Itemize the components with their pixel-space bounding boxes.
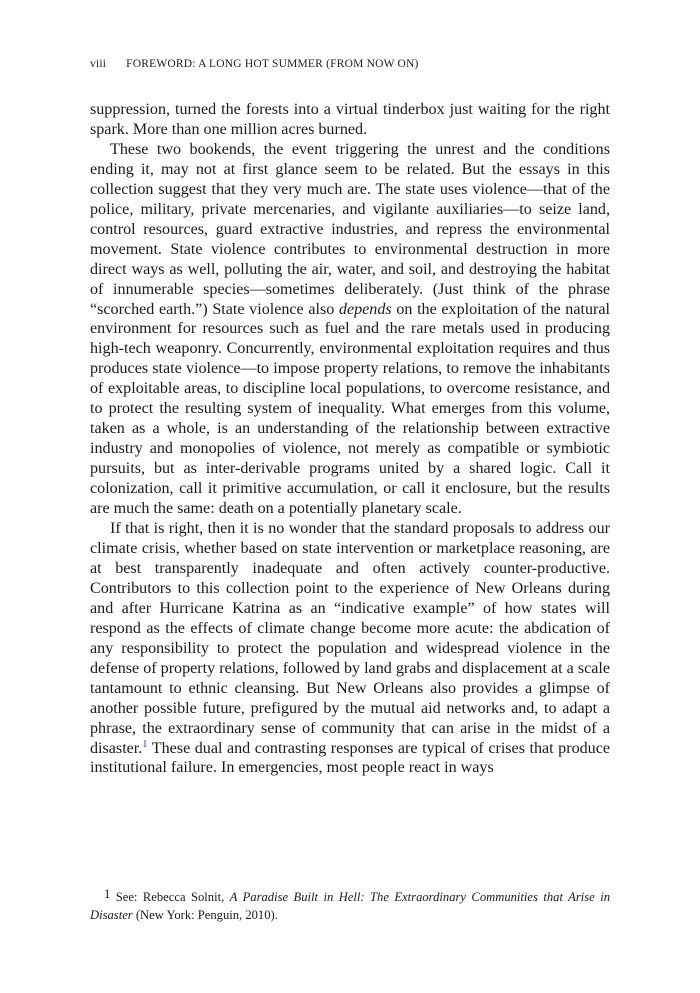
paragraph-2	[90, 140, 610, 519]
footnote-suffix: (New York: Penguin, 2010).	[132, 907, 278, 922]
body-text	[90, 100, 610, 778]
book-page	[90, 0, 610, 993]
paragraph-1: suppression, turned the forests into a virtual tinderbox just waiting for the right spark. More than one million acres burned.	[90, 101, 610, 138]
paragraph-2-part-1: These two bookends, the event triggering the unrest and the conditions ending it, may not at first glance seem to be related. But the essays in this collection suggest that they very much are. The state uses violence—that of the police, military, private mercenaries, and vigilante auxiliaries—to seize land, control resources, guard extractive industries, and repress the environmental movement. State violence contributes to environmental destruction in more direct ways as well, polluting the air, water, and soil, and destroying the habitat of innumerable species—sometimes deliberately. (Just think of the phrase “scorched earth.”) State violence also	[90, 140, 610, 318]
footnote-reference-link[interactable]: 1	[142, 738, 148, 750]
footnote-book-title: A Paradise Built in Hell: The Extraordinary Communities that Arise in Disaster	[90, 890, 610, 922]
emphasis-depends: depends	[338, 300, 392, 318]
footnote	[90, 886, 610, 924]
footnote-number: 1	[104, 887, 111, 901]
paragraph-3	[90, 519, 610, 778]
chapter-title: FOREWORD: A LONG HOT SUMMER (FROM NOW ON)	[126, 58, 419, 70]
running-head	[90, 58, 419, 70]
paragraph-3-part-1: If that is right, then it is no wonder that the standard proposals to address our climate crisis, whether based on state intervention or marketplace reasoning, are at best transparently inadequate and often actively counter-productive. Contributors to this collection point to the experience of New Orleans during and after Hurricane Katrina as an “indicative example” of how states will respond as the effects of climate change become more acute: the abdication of any responsibility to protect the population and widespread violence in the defense of property relations, followed by land grabs and displacement at a scale tantamount to ethnic cleansing. But New Orleans also provides a glimpse of another possible future, prefigured by the mutual aid networks and, to adapt a phrase, the extraordinary sense of community that can arise in the midst of a disaster.	[90, 520, 610, 757]
footnote-prefix: See: Rebecca Solnit,	[110, 890, 230, 904]
page-number: viii	[90, 58, 107, 70]
paragraph-3-part-2: These dual and contrasting responses are typical of crises that produce institutional failure. In emergencies, most people react in ways	[90, 739, 610, 777]
paragraph-2-part-2: on the exploitation of the natural environment for resources such as fuel and the rare metals used in producing high-tech weaponry. Concurrently, environmental exploitation requires and thus produces state violence—to impose property relations, to remove the inhabitants of exploitable areas, to discipline local populations, to overcome resistance, and to protect the resulting system of inequality. What emerges from this volume, taken as a whole, is an understanding of the relationship between extractive industry and monopolies of violence, not merely as compatible or symbiotic pursuits, but as inter-derivable programs united by a shared logic. Call it colonization, call it primitive accumulation, or call it enclosure, but the results are much the same: death on a potentially planetary scale.	[90, 300, 610, 518]
